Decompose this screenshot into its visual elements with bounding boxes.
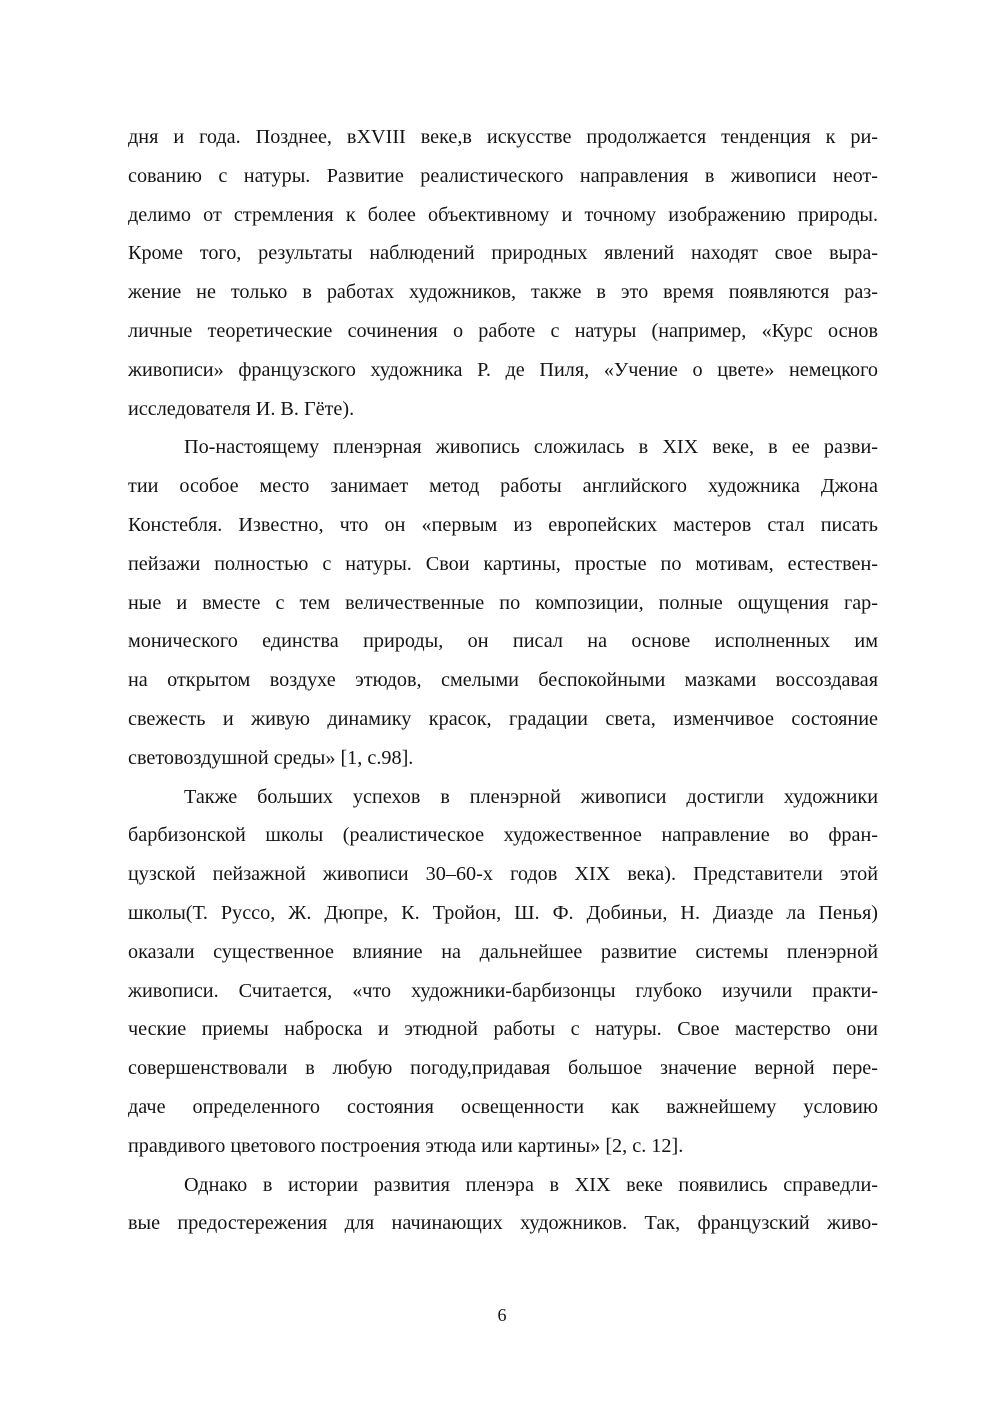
- text-line: ные и вместе с тем величественные по композиции, полные ощущения гар-: [128, 591, 878, 614]
- paragraph-1: [128, 118, 878, 428]
- text-line: тии особое место занимает метод работы английского художника Джона: [128, 475, 878, 498]
- text-line: барбизонской школы (реалистическое художественное направление во фран-: [128, 824, 878, 847]
- text-line: пейзажи полностью с натуры. Свои картины, простые по мотивам, естествен-: [128, 552, 878, 575]
- text-line: сованию с натуры. Развитие реалистического направления в живописи неот-: [128, 164, 878, 187]
- text-line: совершенствовали в любую погоду,придавая большое значение верной пере-: [128, 1057, 878, 1080]
- paragraph-4: [128, 1166, 878, 1244]
- page-number: 6: [497, 1305, 507, 1325]
- text-line: Однако в истории развития пленэра в XIX веке появились справедли-: [184, 1173, 878, 1196]
- text-line: световоздушной среды» [1, с.98].: [128, 746, 414, 769]
- paragraph-3: [128, 778, 878, 1166]
- text-line: школы(Т. Руссо, Ж. Дюпре, К. Тройон, Ш. Ф. Добиньи, Н. Диазде ла Пенья): [128, 901, 878, 924]
- text-line: вые предостережения для начинающих художников. Так, французский живо-: [128, 1212, 878, 1235]
- text-line: оказали существенное влияние на дальнейшее развитие системы пленэрной: [128, 940, 878, 963]
- text-line: даче определенного состояния освещенности как важнейшему условию: [128, 1095, 878, 1118]
- text-line: правдивого цветового построения этюда или картины» [2, с. 12].: [128, 1134, 684, 1157]
- paragraph-2: [128, 428, 878, 777]
- text-line: Также больших успехов в пленэрной живописи достигли художники: [184, 785, 878, 808]
- text-line: ческие приемы наброска и этюдной работы с натуры. Свое мастерство они: [128, 1018, 878, 1041]
- text-line: Констебля. Известно, что он «первым из европейских мастеров стал писать: [128, 513, 878, 536]
- text-line: По-настоящему пленэрная живопись сложилась в XIX веке, в ее разви-: [184, 436, 878, 459]
- text-line: живописи» французского художника Р. де Пиля, «Учение о цвете» немецкого: [128, 358, 878, 381]
- text-line: живописи. Считается, «что художники-барбизонцы глубоко изучили практи-: [128, 979, 878, 1002]
- text-line: жение не только в работах художников, также в это время появляются раз-: [128, 281, 878, 304]
- text-line: свежесть и живую динамику красок, градации света, изменчивое состояние: [128, 707, 878, 730]
- text-line: Кроме того, результаты наблюдений природных явлений находят свое выра-: [128, 242, 878, 265]
- text-line: цузской пейзажной живописи 30–60-х годов XIX века). Представители этой: [128, 863, 878, 886]
- text-line: личные теоретические сочинения о работе с натуры (например, «Курс основ: [128, 319, 878, 342]
- body-text: [128, 118, 878, 1243]
- text-line: исследователя И. В. Гёте).: [128, 397, 355, 420]
- text-line: на открытом воздухе этюдов, смелыми беспокойными мазками воссоздавая: [128, 669, 878, 692]
- text-line: делимо от стремления к более объективному и точному изображению природы.: [128, 203, 878, 226]
- text-line: монического единства природы, он писал на основе исполненных им: [128, 630, 878, 653]
- text-line: дня и года. Позднее, вXVIII веке,в искусстве продолжается тенденция к ри-: [128, 126, 878, 148]
